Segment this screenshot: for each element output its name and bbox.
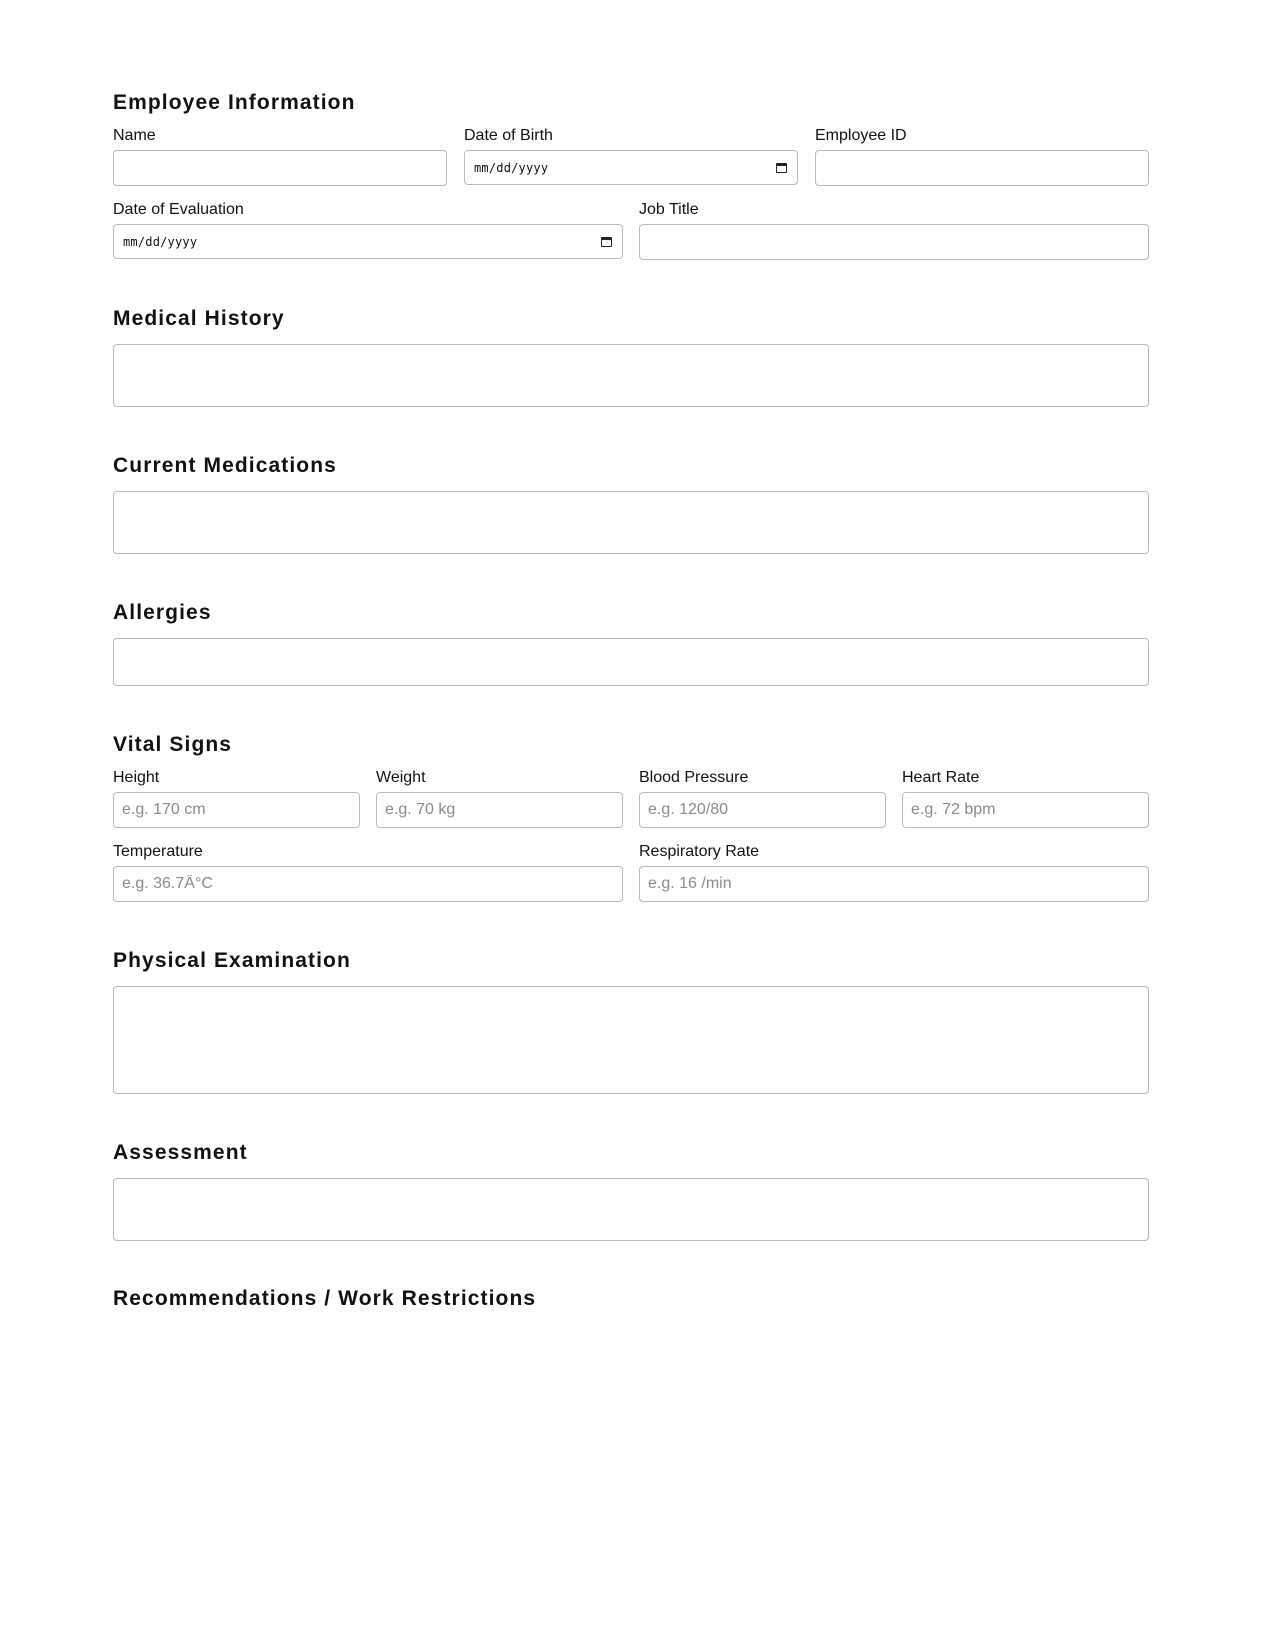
physical-examination-textarea[interactable] bbox=[113, 986, 1149, 1094]
allergies-input[interactable] bbox=[113, 638, 1149, 686]
date-of-birth-placeholder: mm/dd/yyyy bbox=[474, 160, 549, 175]
height-label: Height bbox=[113, 769, 160, 786]
current-medications-textarea[interactable] bbox=[113, 491, 1149, 554]
date-of-evaluation-placeholder: mm/dd/yyyy bbox=[123, 234, 198, 249]
section-title-vital-signs: Vital Signs bbox=[113, 733, 233, 756]
temperature-input[interactable] bbox=[113, 866, 623, 902]
respiratory-rate-input[interactable] bbox=[639, 866, 1149, 902]
assessment-textarea[interactable] bbox=[113, 1178, 1149, 1241]
section-title-employee-information: Employee Information bbox=[113, 91, 356, 114]
calendar-icon[interactable] bbox=[601, 237, 612, 247]
employee-id-input[interactable] bbox=[815, 150, 1149, 186]
date-of-evaluation-label: Date of Evaluation bbox=[113, 201, 244, 218]
name-label: Name bbox=[113, 127, 156, 144]
weight-label: Weight bbox=[376, 769, 426, 786]
job-title-input[interactable] bbox=[639, 224, 1149, 260]
section-title-allergies: Allergies bbox=[113, 601, 212, 624]
heart-rate-label: Heart Rate bbox=[902, 769, 980, 786]
section-title-medical-history: Medical History bbox=[113, 307, 285, 330]
name-input[interactable] bbox=[113, 150, 447, 186]
section-title-recommendations: Recommendations / Work Restrictions bbox=[113, 1287, 537, 1310]
date-of-evaluation-input[interactable] bbox=[113, 224, 623, 259]
section-title-physical-examination: Physical Examination bbox=[113, 949, 351, 972]
date-of-birth-input[interactable] bbox=[464, 150, 798, 185]
medical-history-textarea[interactable] bbox=[113, 344, 1149, 407]
date-of-birth-label: Date of Birth bbox=[464, 127, 553, 144]
heart-rate-input[interactable] bbox=[902, 792, 1149, 828]
section-title-current-medications: Current Medications bbox=[113, 454, 337, 477]
blood-pressure-input[interactable] bbox=[639, 792, 886, 828]
weight-input[interactable] bbox=[376, 792, 623, 828]
height-input[interactable] bbox=[113, 792, 360, 828]
respiratory-rate-label: Respiratory Rate bbox=[639, 843, 760, 860]
employee-id-label: Employee ID bbox=[815, 127, 907, 144]
section-title-assessment: Assessment bbox=[113, 1141, 248, 1164]
calendar-icon[interactable] bbox=[776, 163, 787, 173]
temperature-label: Temperature bbox=[113, 843, 203, 860]
job-title-label: Job Title bbox=[639, 201, 699, 218]
blood-pressure-label: Blood Pressure bbox=[639, 769, 749, 786]
